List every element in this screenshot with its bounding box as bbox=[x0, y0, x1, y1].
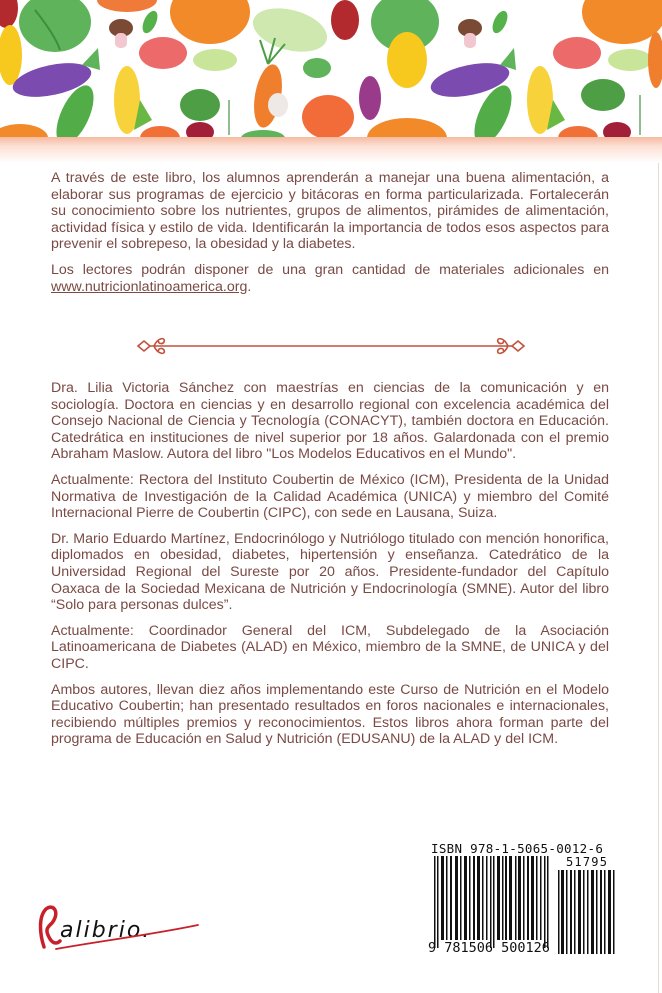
intro-paragraph: A través de este libro, los alumnos aprenderán a manejar una buena alimentación, a elaborar sus programas de ejercicio y bitácoras en forma particularizada. Fortalecerán su conocimiento sobre los nutrientes, grupos de alimentos, pirámides de alimentación, actividad física y estilo de vida. Identificarán la importancia de todos esos aspectos para prevenir el sobrepeso, la obesidad y la diabetes. bbox=[51, 170, 609, 253]
banner-fade-band bbox=[0, 137, 662, 163]
vegetable-banner bbox=[0, 0, 662, 138]
garlic-icon bbox=[268, 93, 288, 117]
pea-pod-icon bbox=[139, 9, 160, 36]
bell-pepper-icon-2 bbox=[387, 32, 427, 88]
potato-icon bbox=[139, 37, 187, 69]
pumpkin-icon-2 bbox=[582, 0, 662, 44]
author1-current-roles: Actualmente: Rectora del Instituto Coubertin de México (ICM), Presidenta de la Unidad Normativa de Investigación de la Calidad Académica (UNICA) y miembro del Comité Internacional Pierre de Coubertin (CIPC), con sede en Lausana, Suiza. bbox=[51, 471, 609, 522]
bell-pepper-icon bbox=[0, 25, 22, 85]
logo-text: alibrio. bbox=[60, 918, 152, 943]
beet-greens-icon bbox=[581, 79, 625, 111]
beet-greens-icon-2 bbox=[180, 89, 220, 121]
intro-section bbox=[51, 170, 609, 304]
pumpkin-icon-3 bbox=[367, 118, 447, 138]
barcode-addon-number: 51795 bbox=[566, 855, 609, 869]
joint-statement: Ambos autores, llevan diez años implementando este Curso de Nutrición en el Modelo Educativo Coubertin; han presentado resultados en foros nacionales e internacionales, recibiendo múltiples premios y reconocimientos. Estos libros ahora forman parte del programa de Educación en Salud y Nutrición (EDUSANU) de la ALAD y del ICM. bbox=[51, 681, 609, 748]
tomato-icon bbox=[302, 95, 354, 138]
barcode-digits: 9 781506 500126 bbox=[428, 940, 550, 956]
materials-paragraph bbox=[51, 262, 609, 295]
website-link[interactable]: www.nutricionlatinoamerica.org bbox=[51, 278, 248, 295]
pattypan-squash-icon bbox=[193, 49, 237, 71]
ornamental-divider bbox=[136, 333, 526, 359]
materials-period: . bbox=[247, 278, 252, 295]
author2-bio: Dr. Mario Eduardo Martínez, Endocrinólogo y Nutriólogo titulado con mención honorifica, diplomados en obesidad, diabetes, hipertensión y enseñanza. Catedrático de la Universidad Regional del Sureste por 20 años. Presidente-fundador del Capítulo Oaxaca de la Sociedad Mexicana de Nutrición y Endocrinología (SMNE). Autor del libro “Solo para personas dulces”. bbox=[51, 530, 609, 614]
author1-bio: Dra. Lilia Victoria Sánchez con maestrías en ciencias de la comunicación y en sociología. Doctora en ciencias y en desarrollo regional con excelencia académica del Consejo Nacional de Ciencia y Tecnología (CONACYT), también doctora en Educación. Catedrática en instituciones de nivel superior por 18 años. Galardonada con el premio Abraham Maslow. Autora del libro "Los Modelos Educativos en el Mundo". bbox=[51, 380, 609, 463]
isbn-label: ISBN 978-1-5065-0012-6 bbox=[431, 841, 604, 856]
beet-icon-2 bbox=[331, 0, 359, 40]
authors-section bbox=[51, 380, 609, 757]
pumpkin-icon bbox=[170, 0, 250, 44]
logo-p-glyph bbox=[41, 907, 61, 947]
lettuce-icon bbox=[19, 0, 91, 52]
materials-text: Los lectores podrán disponer de una gran cantidad de materiales adicionales en bbox=[51, 261, 609, 278]
onion-icon bbox=[359, 76, 381, 120]
palibrio-logo bbox=[30, 895, 210, 955]
author2-current-roles: Actualmente: Coordinador General del ICM, Subdelegado de la Asociación Latinoamericana de Diabetes (ALAD) en México, miembro de la SMNE, de UNICA y del CIPC. bbox=[51, 622, 609, 672]
vegetable-pattern-illustration bbox=[0, 0, 662, 138]
potato-icon-2 bbox=[553, 37, 601, 69]
beet-icon bbox=[0, 0, 18, 28]
zucchini-icon bbox=[248, 1, 332, 59]
